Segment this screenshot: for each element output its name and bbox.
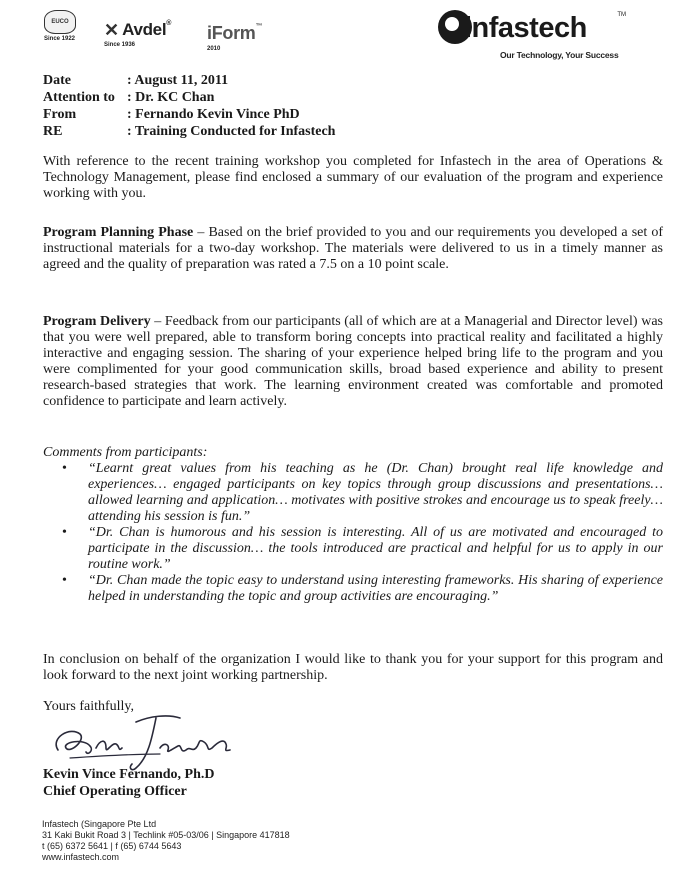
euco-logo <box>44 10 76 42</box>
planning-paragraph: Program Planning Phase – Based on the brief provided to you and our requirements you developed a set of instructional materials for a two-day workshop. The materials were delivered to us in a timely manner as agreed and the quality of preparation was rated a 7.5 on a 10 point scale. <box>43 225 664 272</box>
delivery-paragraph: Program Delivery – Feedback from our participants (all of which are at a Managerial and Director level) was that you were well prepared, able to transform boring concepts into practical reality and facilitated a highly interactive and engaging session. The sharing of your experience helped bring life to the program and you were complimented for your good communication skills, broad based experience and ability to present research-based strategies that work. The learning environment created was comfortable and promoted confidence to participate and learn actively. <box>43 314 663 409</box>
signer-title: Chief Operating Officer <box>43 784 187 799</box>
avdel-name: Avdel® <box>122 20 172 39</box>
comments-list <box>62 461 663 605</box>
memo-header <box>43 72 335 140</box>
avdel-logo <box>104 20 171 48</box>
iform-year: 2010 <box>207 46 221 52</box>
comment-item: • “Dr. Chan made the topic easy to understand using interesting frameworks. His sharing of experience helped in understanding the topic and group activities are encouraging.” <box>62 573 663 605</box>
letterhead <box>0 0 692 70</box>
signer-block <box>43 766 215 800</box>
infastech-name: infastech <box>464 12 587 44</box>
footer-address-line: 31 Kaki Bukit Road 3 | Techlink #05-03/06 | Singapore 417818 <box>42 830 290 840</box>
comments-title: Comments from participants: <box>43 445 208 460</box>
avdel-since: Since 1936 <box>104 42 136 48</box>
euco-since: Since 1922 <box>44 36 76 42</box>
delivery-heading: Program Delivery <box>43 314 151 329</box>
iform-logo: iForm™ 2010 <box>207 23 263 52</box>
signature-icon <box>40 708 240 772</box>
planning-heading: Program Planning Phase <box>43 225 194 240</box>
footer-web: www.infastech.com <box>42 852 120 862</box>
infastech-logo <box>438 4 626 64</box>
iform-name: iForm <box>207 23 256 43</box>
infastech-tm: TM <box>617 12 626 18</box>
meta-row-from: From : Fernando Kevin Vince PhD <box>43 107 300 122</box>
meta-row-attention: Attention to : Dr. KC Chan <box>43 90 215 105</box>
footer-phone: t (65) 6372 5641 | f (65) 6744 5643 <box>42 841 182 851</box>
intro-paragraph: With reference to the recent training workshop you completed for Infastech in the area of Operations & Technology Management, please find enclosed a summary of our evaluation of the program and experience working with you. <box>43 154 663 201</box>
footer-company: Infastech (Singapore Pte Ltd <box>42 819 157 829</box>
avdel-x-icon: ✕ <box>104 20 120 40</box>
comment-item: • “Learnt great values from his teaching as he (Dr. Chan) brought real life knowledge and experiences… engaged participants on key topics through group discussions and presentations… allowed learning and application… motivates with positive strokes and encourage us to speak freely… attending his session is fun.” <box>62 461 663 525</box>
conclusion-paragraph: In conclusion on behalf of the organization I would like to thank you for your support for this program and look forward to the next joint working partnership. <box>43 652 663 683</box>
euco-badge-icon: EUCO <box>44 10 76 34</box>
meta-row-re: RE : Training Conducted for Infastech <box>43 124 336 139</box>
signer-name: Kevin Vince Fernando, Ph.D <box>43 767 215 782</box>
infastech-tagline: Our Technology, Your Success <box>500 50 619 60</box>
closing-salutation: Yours faithfully, <box>43 699 135 714</box>
footer-address <box>42 819 290 863</box>
meta-row-date: Date : August 11, 2011 <box>43 73 229 88</box>
comment-item: • “Dr. Chan is humorous and his session is interesting. All of us are motivated and encouraged to participate in the discussion… the tools introduced are practical and helpful for us to apply in our routine work.” <box>62 525 663 573</box>
